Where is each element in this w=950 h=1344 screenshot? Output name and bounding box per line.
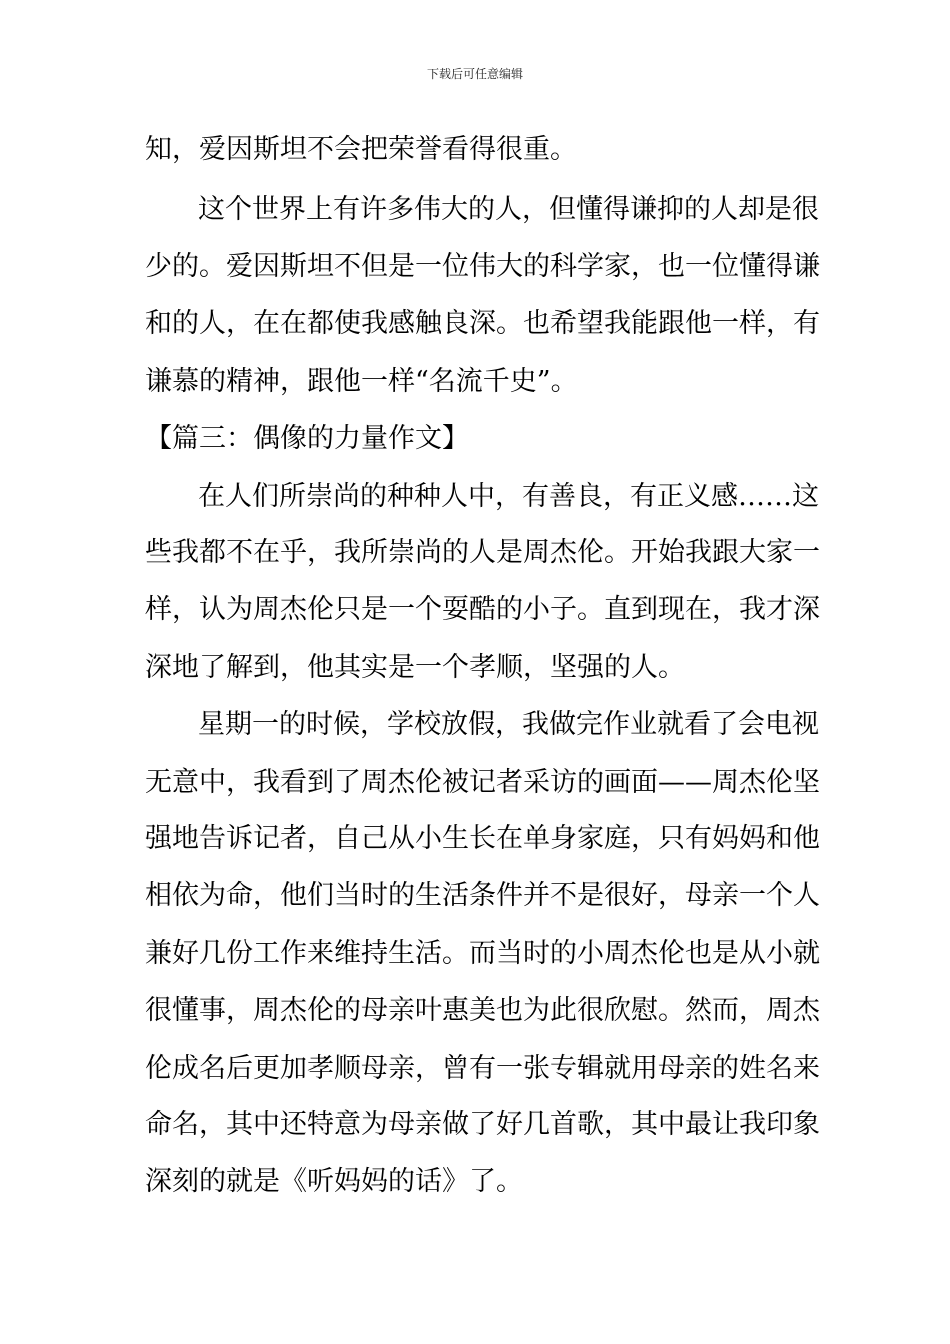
text-line: 些我都不在乎，我所崇尚的人是周杰伦。开始我跟大家一 [145,537,820,568]
text-line: 样，认为周杰伦只是一个耍酷的小子。直到现在，我才深 [145,594,820,625]
text-line: 相依为命，他们当时的生活条件并不是很好，母亲一个人 [145,880,820,911]
text-line: 和的人，在在都使我感触良深。也希望我能跟他一样，有 [145,308,820,339]
section-heading: 【篇三：偶像的力量作文】 [145,423,469,454]
text-line: 强地告诉记者，自己从小生长在单身家庭，只有妈妈和他 [145,823,820,854]
text-line: 兼好几份工作来维持生活。而当时的小周杰伦也是从小就 [145,938,820,969]
text-line: 命名，其中还特意为母亲做了好几首歌，其中最让我印象 [145,1109,820,1140]
text-line: 星期一的时候，学校放假，我做完作业就看了会电视 [198,709,819,740]
text-line: 很懂事，周杰伦的母亲叶惠美也为此很欣慰。然而，周杰 [145,995,820,1026]
text-line: 伦成名后更加孝顺母亲，曾有一张专辑就用母亲的姓名来 [145,1053,820,1084]
text-line: 深地了解到，他其实是一个孝顺，坚强的人。 [145,652,685,683]
text-line: 知，爱因斯坦不会把荣誉看得很重。 [145,134,577,165]
text-line: 深刻的就是《听妈妈的话》了。 [145,1166,523,1197]
text-line: 谦慕的精神，跟他一样“名流千史”。 [145,366,578,397]
text-line: 无意中，我看到了周杰伦被记者采访的画面——周杰伦坚 [145,767,820,798]
text-line: 这个世界上有许多伟大的人，但懂得谦抑的人却是很 [198,194,819,225]
page-header: 下载后可任意编辑 [426,67,523,81]
text-line: 在人们所崇尚的种种人中，有善良，有正义感……这 [198,481,819,512]
text-line: 少的。爱因斯坦不但是一位伟大的科学家，也一位懂得谦 [145,251,820,282]
